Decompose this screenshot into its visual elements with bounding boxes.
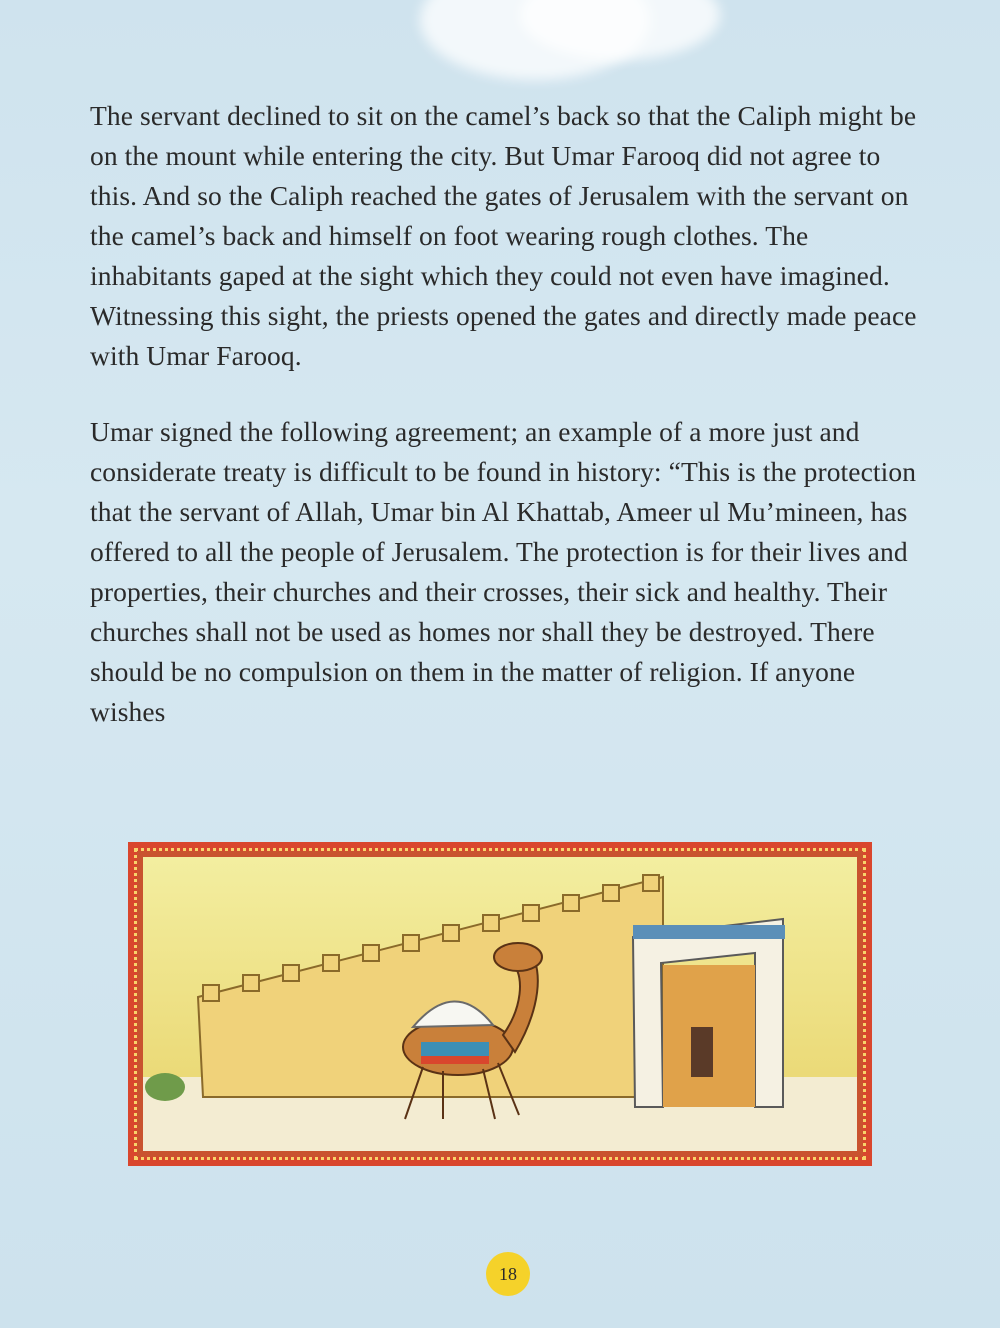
camel-at-gate-illustration bbox=[128, 842, 872, 1166]
paragraph-1: The servant declined to sit on the camel’s back so that the Caliph might be on the mount while entering the city. But Umar Farooq did not agree to this. And so the Caliph reached the gates of Jerusalem with the servant on the camel’s back and himself on foot wearing rough clothes. The inhabitants gaped at the sight which they could not even have imagined. Witnessing this sight, the priests opened the gates and directly made peace with Umar Farooq. bbox=[90, 100, 917, 371]
page-number-badge: 18 bbox=[486, 1252, 530, 1296]
illustration-drawing bbox=[143, 857, 857, 1151]
paragraph-2: Umar signed the following agreement; an example of a more just and considerate treaty is difficult to be found in history: “This is the protection that the servant of Allah, Umar bin Al Khattab, Ameer ul Mu’mineen, has offered to all the people of Jerusalem. The protection is for their lives and properties, their churches and their crosses, their sick and healthy. Their churches shall not be used as homes nor shall they be destroyed. There should be no compulsion on them in the matter of religion. If anyone wishes bbox=[90, 416, 917, 727]
page-text bbox=[90, 96, 930, 768]
